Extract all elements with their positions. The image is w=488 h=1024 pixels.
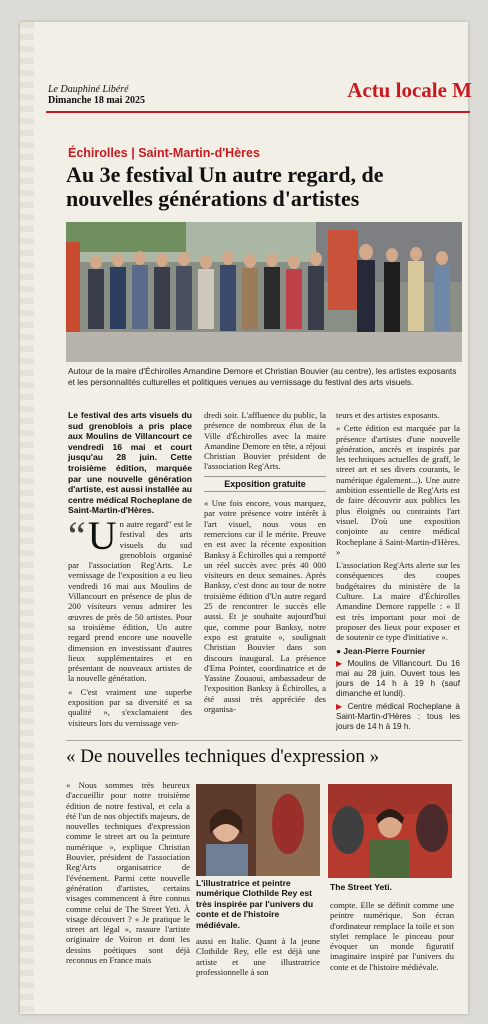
- second-article-column-3: [330, 900, 454, 975]
- second-article-title: « De nouvelles techniques d'expression »: [66, 746, 380, 767]
- article-paragraph: « Une fois encore, vous marquez, par votre présence votre intérêt à l'art visuel, nous vous en remercions car il le mérite. Preuve en est avec la récente exposition Banksy à Échirolles qui a remporté un réel succès avec près 40 000 visiteurs en deux semaines. Après Banksy, c'est donc au tour de notre troisième édition d'Un autre regard 25 de rencontrer le succès elle aussi. Et je souhaite aujourd'hui que, comme pour Banksy, notre expo est gratuite », soulignait Christian Bouvier dans son discours inaugural. La présence d'Ema Pointet, coordinatrice et de Yassine Zouaoui, ambassadeur de l'exposition Banksy à Échirolles, a été aussi très appréciée des organisa-: [204, 498, 326, 715]
- article-lead: Le festival des arts visuels du sud grenoblois a pris place aux Moulins de Villancourt ce vendredi 16 mai et court jusqu'au 28 juin. Cette troisième édition, marquée par une nouvelle génération d'artiste, est aussi installée au centre médical Rocheplane de Saint-Martin-d'Hères.: [68, 410, 192, 516]
- article-paragraph: [68, 512, 192, 684]
- article-column-3: [336, 410, 460, 735]
- article-paragraph: compte. Elle se définit comme une peintre numérique. Son écran d'ordinateur remplace la toile et son stylet remplace le pinceau pour évoquer un monde figuratif imaginaire inspiré par l'univers du conte et de l'histoire médiévale.: [330, 900, 454, 972]
- article-paragraph: « C'est vraiment une superbe exposition par sa diversité et sa qualité », s'exclamaient des visiteurs lors du vernissage ven-: [68, 686, 192, 728]
- article-paragraph: aussi en Italie. Quant à la jeune Clothilde Rey, elle est déjà une artiste et une illustratrice professionnelle à son: [196, 936, 320, 977]
- masthead: [48, 84, 145, 106]
- torn-edge: [20, 22, 34, 1014]
- info-venue-1: ▶ Moulins de Villancourt. Du 16 mai au 28 juin. Ouvert tous les jours de 14 h à 19 h (sauf dimanche et lundi).: [336, 658, 460, 698]
- street-yeti-photo: [328, 784, 452, 878]
- article-paragraph: « Nous sommes très heureux d'accueillir pour notre troisième édition de notre festival, et cela a été l'un de nos objectifs majeurs, de nouvelles techniques d'expression comme le street art ou la peinture numérique », explique Christian Bouvier, président de l'association Reg'Arts organisatrice de l'événement. Parmi cette nouvelle génération d'artistes, certains visages commencent à être connus comme celui de The Street Yeti. À visage découvert ? « Je pratique le street art légal », rassure l'artiste originaire de Voiron et dont les dessins poétiques sont déjà reconnus en France mais: [66, 780, 190, 966]
- info-venue-2: ▶ Centre médical Rocheplane à Saint-Martin-d'Hères : tous les jours de 14 h à 19 h.: [336, 701, 460, 731]
- article-paragraph: L'association Reg'Arts alerte sur les conséquences des coupes budgétaires du ministère de la Culture. La maire d'Échirolles Amandine Demore rappelle : « Il est très important pour moi de proposer des lieux pour exposer et de soutenir ce type d'initiative ».: [336, 560, 460, 643]
- article-column-1: [68, 410, 192, 731]
- yeti-caption: The Street Yeti.: [330, 882, 392, 892]
- arrow-right-icon: ▶: [336, 701, 348, 711]
- section-title: Actu locale M: [347, 78, 472, 102]
- newspaper-name: Le Dauphiné Libéré: [48, 84, 129, 95]
- article-paragraph: « Cette édition est marquée par la présence d'artistes d'une nouvelle génération, ancrés et inspirés par les techniques actuelles de graff, le street art et ses divers courants, le numérique également...). Une autre ambition essentielle de Reg'Arts est de faire découvrir aux publics les plus éloignés ou contraints l'art visuel. D'où une exposition conjointe au centre médical Rocheplane à Saint-Martin-d'Hères. »: [336, 423, 460, 557]
- article-subhead: Exposition gratuite: [204, 476, 326, 492]
- issue-date: Dimanche 18 mai 2025: [48, 95, 145, 106]
- group-photo: [66, 222, 462, 362]
- second-article-column-1: [66, 780, 190, 968]
- portrait-caption: L'illustratrice et peintre numérique Clothilde Rey est très inspirée par l'univers du conte et de l'histoire médiévale.: [196, 878, 314, 930]
- article-paragraph: dredi soir. L'affluence du public, la présence de nombreux élus de la Ville d'Échirolles avec la maire Amandine Demore en tête, a réjoui Christian Bouvier président de l'association Reg'Arts.: [204, 410, 326, 472]
- quote-mark-icon: “: [68, 512, 86, 558]
- paragraph-text: n autre regard" est le festival des arts visuels du sud grenoblois organisé par l'association Reg'Arts. Le vernissage de l'exposition a eu lieu vendredi 16 mai aux Moulins de Villancourt en présence de plus de 200 visiteurs venus admirer les œuvres de près de 50 artistes. Pour sa troisième édition, Un autre regard prend encore une nouvelle dimension en investissant d'autres lieux supplémentaires et en présentant de nouveaux artistes de la nouvelle génération.: [68, 518, 192, 684]
- portrait-street-yeti: [328, 784, 452, 878]
- group-photo-illustration: [66, 222, 462, 362]
- article-headline: Au 3e festival Un autre regard, de nouvelles générations d'artistes: [66, 162, 384, 211]
- portrait-photo: [196, 784, 320, 876]
- dot-icon: ●: [336, 645, 344, 656]
- section-divider: [66, 740, 462, 741]
- drop-cap: U: [87, 512, 117, 558]
- author-signature: ● Jean-Pierre Fournier: [336, 645, 426, 656]
- arrow-right-icon: ▶: [336, 658, 348, 668]
- article-paragraph: teurs et des artistes exposants.: [336, 410, 440, 420]
- photo-caption: Autour de la maire d'Échirolles Amandine Demore et Christian Bouvier (au centre), les artistes exposants et les personnalités culturelles et politiques venues au vernissage du festival des arts visuels.: [68, 366, 457, 387]
- header-rule: [46, 111, 470, 113]
- article-kicker: Échirolles | Saint-Martin-d'Hères: [68, 146, 260, 160]
- portrait-clothilde-rey: [196, 784, 320, 876]
- article-column-2: [204, 410, 326, 717]
- second-article-column-2: [196, 936, 320, 980]
